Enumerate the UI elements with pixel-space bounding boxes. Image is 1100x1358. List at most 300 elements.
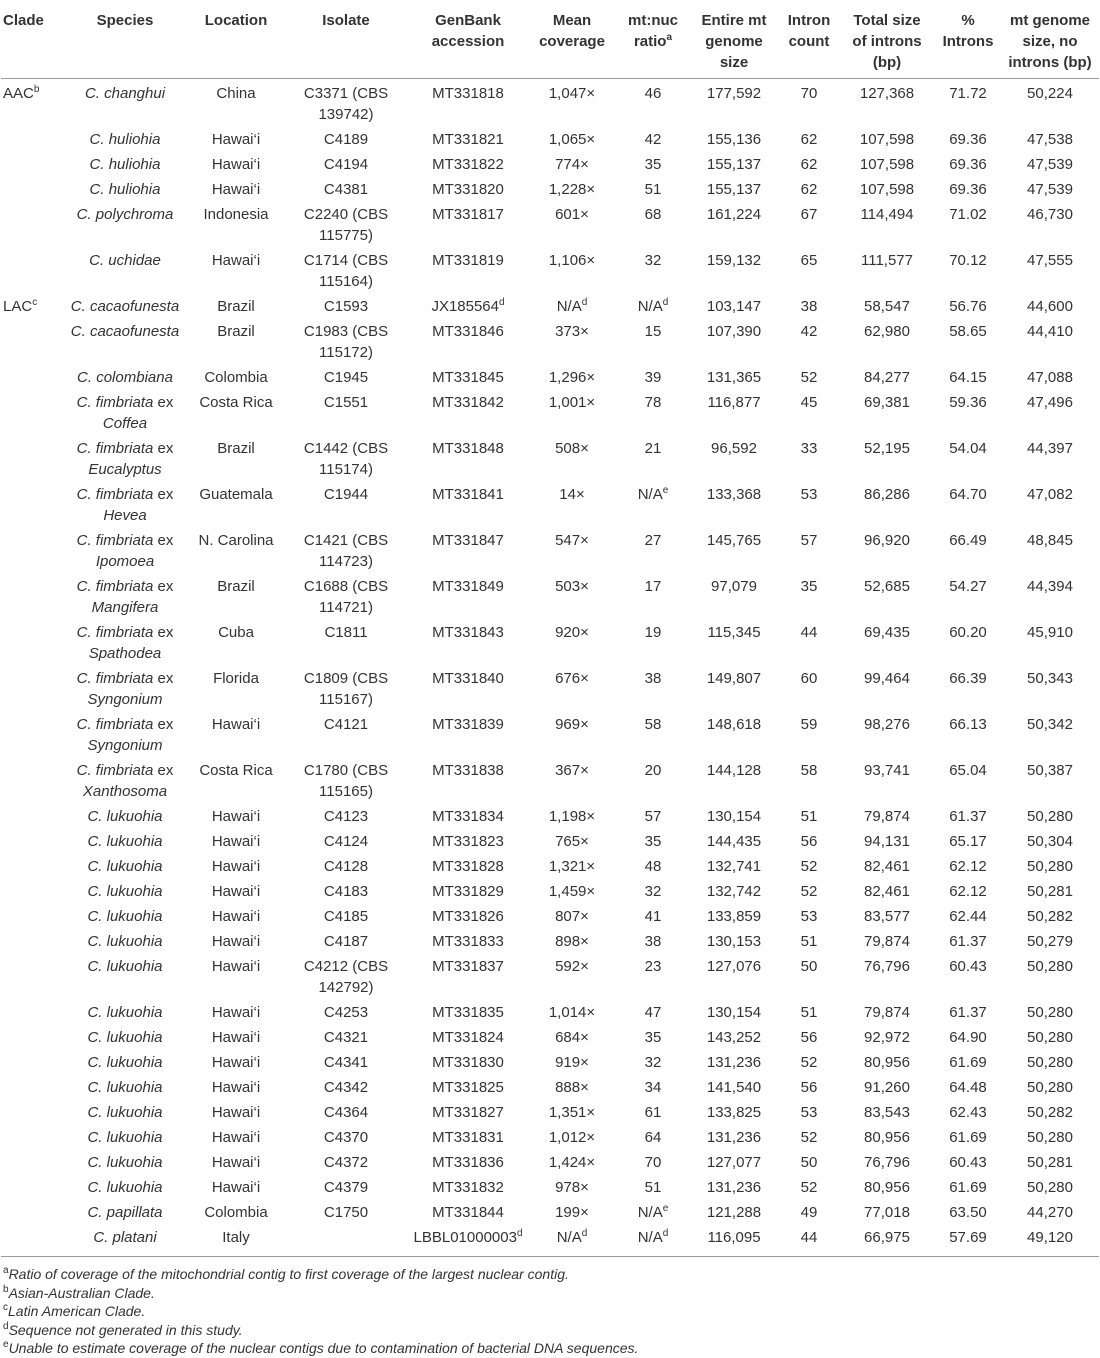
location-value: China <box>216 85 256 102</box>
no-introns-value: 47,082 <box>1027 486 1073 503</box>
isolate-value: C1811 <box>324 624 368 641</box>
genbank-value: MT331821 <box>432 131 504 148</box>
species-cell <box>61 79 189 126</box>
mt-size-value: 161,224 <box>706 206 762 223</box>
table-row <box>1 1098 1099 1123</box>
ratio-cell <box>617 827 689 852</box>
no-introns-value: 50,281 <box>1027 883 1073 900</box>
location-cell <box>189 877 283 902</box>
intron-count-cell <box>779 1148 839 1173</box>
mt-size-value: 96,592 <box>711 440 757 457</box>
genbank-cell <box>409 877 527 902</box>
clade-cell <box>1 1223 61 1257</box>
ratio-value: 47 <box>644 1004 662 1021</box>
location-value: Hawai‘i <box>211 858 261 875</box>
genbank-cell <box>409 756 527 802</box>
genbank-cell <box>409 175 527 200</box>
no-introns-value: 44,270 <box>1027 1204 1073 1221</box>
mt-size-value: 116,095 <box>707 1229 761 1246</box>
percent-cell <box>935 572 1001 618</box>
no-introns-cell <box>1001 150 1099 175</box>
total-size-cell <box>839 1148 935 1173</box>
percent-cell <box>935 1073 1001 1098</box>
isolate-cell <box>283 710 409 756</box>
species-name: C. lukuohia <box>87 1004 163 1021</box>
intron-count-cell <box>779 1073 839 1098</box>
footnote <box>3 1302 1100 1321</box>
ex-label: ex <box>157 670 174 687</box>
percent-cell <box>935 150 1001 175</box>
total-size-value: 92,972 <box>864 1029 910 1046</box>
percent-value: 56.76 <box>949 298 987 315</box>
coverage-cell <box>527 952 617 998</box>
total-size-value: 98,276 <box>864 716 910 733</box>
percent-cell <box>935 1173 1001 1198</box>
mt-size-cell <box>689 1148 779 1173</box>
coverage-cell <box>527 1123 617 1148</box>
no-introns-cell <box>1001 317 1099 363</box>
clade-cell <box>1 1123 61 1148</box>
table-row <box>1 952 1099 998</box>
no-introns-cell <box>1001 756 1099 802</box>
genbank-value: MT331823 <box>432 833 504 850</box>
location-cell <box>189 150 283 175</box>
coverage-cell <box>527 710 617 756</box>
table-header <box>1 0 1099 79</box>
total-size-cell <box>839 526 935 572</box>
isolate-cell <box>283 827 409 852</box>
genbank-cell <box>409 1048 527 1073</box>
coverage-value: 1,198× <box>548 808 596 825</box>
ratio-value: 64 <box>644 1129 662 1146</box>
isolate-value: C1714 (CBS 115164) <box>303 252 389 290</box>
total-size-cell <box>839 125 935 150</box>
total-size-value: 66,975 <box>864 1229 910 1246</box>
header-clade: Clade <box>1 0 61 79</box>
ratio-cell <box>617 79 689 126</box>
genbank-value: MT331829 <box>432 883 504 900</box>
percent-value: 62.12 <box>949 883 987 900</box>
ratio-cell <box>617 756 689 802</box>
isolate-value: C4212 (CBS 142792) <box>303 958 389 996</box>
isolate-cell <box>283 1073 409 1098</box>
footnote-mark: d <box>516 1228 523 1239</box>
table-row <box>1 1148 1099 1173</box>
species-cell <box>61 877 189 902</box>
location-value: Brazil <box>217 298 255 315</box>
isolate-cell <box>283 1148 409 1173</box>
ratio-cell <box>617 1098 689 1123</box>
host-name: Syngonium <box>87 737 163 754</box>
isolate-value: C4381 <box>323 181 369 198</box>
location-value: Hawai‘i <box>211 958 261 975</box>
ratio-value: 32 <box>644 1054 662 1071</box>
no-introns-cell <box>1001 902 1099 927</box>
ratio-value: 17 <box>644 578 662 595</box>
mt-size-value: 133,825 <box>706 1104 762 1121</box>
no-introns-cell <box>1001 200 1099 246</box>
coverage-cell <box>527 1023 617 1048</box>
coverage-cell <box>527 150 617 175</box>
species-cell <box>61 434 189 480</box>
clade-cell <box>1 200 61 246</box>
intron-count-value: 53 <box>800 1104 818 1121</box>
mt-size-cell <box>689 827 779 852</box>
intron-count-cell <box>779 1098 839 1123</box>
percent-cell <box>935 1198 1001 1223</box>
genbank-cell <box>409 480 527 526</box>
ratio-cell <box>617 1123 689 1148</box>
ratio-value: 34 <box>644 1079 662 1096</box>
intron-count-cell <box>779 664 839 710</box>
mt-size-cell <box>689 79 779 126</box>
species-cell <box>61 618 189 664</box>
intron-count-value: 62 <box>800 181 818 198</box>
genbank-value: MT331844 <box>432 1204 504 1221</box>
ratio-value: 15 <box>644 323 662 340</box>
mt-size-value: 107,390 <box>706 323 762 340</box>
coverage-value: 676× <box>555 670 589 687</box>
intron-count-value: 56 <box>800 1029 818 1046</box>
mt-size-cell <box>689 572 779 618</box>
table-row <box>1 877 1099 902</box>
species-cell <box>61 1173 189 1198</box>
location-cell <box>189 526 283 572</box>
no-introns-value: 50,280 <box>1027 1129 1073 1146</box>
isolate-value: C1688 (CBS 114721) <box>303 578 389 616</box>
genbank-cell <box>409 664 527 710</box>
genbank-cell <box>409 852 527 877</box>
percent-cell <box>935 292 1001 317</box>
location-cell <box>189 852 283 877</box>
isolate-value: C1750 <box>323 1204 369 1221</box>
no-introns-value: 47,538 <box>1027 131 1073 148</box>
percent-cell <box>935 1048 1001 1073</box>
coverage-value: 1,459× <box>548 883 596 900</box>
intron-count-cell <box>779 952 839 998</box>
location-value: N. Carolina <box>198 532 274 549</box>
ratio-value: 46 <box>644 85 662 102</box>
isolate-cell <box>283 1048 409 1073</box>
ratio-value: 42 <box>644 131 662 148</box>
species-cell <box>61 246 189 292</box>
location-value: Hawai‘i <box>211 1179 261 1196</box>
coverage-value: 14× <box>559 486 585 503</box>
footnote-mark: b <box>33 84 40 95</box>
coverage-value: 807× <box>555 908 589 925</box>
coverage-value: 1,047× <box>548 85 596 102</box>
location-value: Colombia <box>204 1204 268 1221</box>
total-size-cell <box>839 388 935 434</box>
total-size-cell <box>839 852 935 877</box>
location-value: Hawai‘i <box>211 908 261 925</box>
clade-cell <box>1 664 61 710</box>
percent-value: 64.15 <box>949 369 987 386</box>
intron-count-cell <box>779 79 839 126</box>
location-cell <box>189 827 283 852</box>
total-size-value: 79,874 <box>864 933 910 950</box>
percent-value: 71.02 <box>949 206 987 223</box>
no-introns-cell <box>1001 175 1099 200</box>
isolate-cell <box>283 852 409 877</box>
ratio-value: 20 <box>644 762 662 779</box>
percent-cell <box>935 1223 1001 1257</box>
coverage-cell <box>527 1173 617 1198</box>
no-introns-cell <box>1001 1023 1099 1048</box>
location-value: Hawai‘i <box>211 1054 261 1071</box>
ratio-value: 38 <box>644 933 662 950</box>
genbank-cell <box>409 827 527 852</box>
mt-size-value: 97,079 <box>711 578 757 595</box>
percent-cell <box>935 998 1001 1023</box>
intron-count-value: 50 <box>800 1154 818 1171</box>
species-name: C. fimbriata <box>76 486 154 503</box>
mt-size-cell <box>689 388 779 434</box>
species-name: C. huliohia <box>89 181 161 198</box>
table-row <box>1 292 1099 317</box>
genbank-value: MT331839 <box>432 716 504 733</box>
coverage-cell <box>527 1048 617 1073</box>
mt-size-value: 131,236 <box>706 1054 762 1071</box>
coverage-value: N/A <box>556 298 582 315</box>
intron-count-value: 52 <box>800 1179 818 1196</box>
clade-cell <box>1 480 61 526</box>
isolate-value: C4372 <box>323 1154 369 1171</box>
table-row <box>1 902 1099 927</box>
intron-count-cell <box>779 827 839 852</box>
footnote-mark: b <box>3 1283 9 1295</box>
location-cell <box>189 175 283 200</box>
ratio-value: N/A <box>637 486 663 503</box>
intron-count-value: 58 <box>800 762 818 779</box>
genbank-value: MT331827 <box>432 1104 504 1121</box>
location-cell <box>189 1148 283 1173</box>
location-cell <box>189 200 283 246</box>
total-size-cell <box>839 1073 935 1098</box>
ratio-cell <box>617 363 689 388</box>
footnote-mark: d <box>581 1228 588 1239</box>
clade-label: AAC <box>3 85 34 102</box>
clade-cell <box>1 852 61 877</box>
mt-size-value: 155,137 <box>706 156 762 173</box>
footnote-mark: e <box>3 1339 9 1350</box>
species-cell <box>61 175 189 200</box>
no-introns-value: 47,539 <box>1027 156 1073 173</box>
location-cell <box>189 1198 283 1223</box>
total-size-cell <box>839 952 935 998</box>
no-introns-value: 50,280 <box>1027 1004 1073 1021</box>
clade-cell <box>1 526 61 572</box>
no-introns-value: 50,280 <box>1027 808 1073 825</box>
mt-size-value: 131,236 <box>706 1129 762 1146</box>
isolate-value: C4124 <box>323 833 369 850</box>
no-introns-cell <box>1001 710 1099 756</box>
location-cell <box>189 125 283 150</box>
no-introns-cell <box>1001 952 1099 998</box>
no-introns-cell <box>1001 827 1099 852</box>
genbank-value: MT331834 <box>432 808 504 825</box>
total-size-cell <box>839 902 935 927</box>
isolate-cell <box>283 1123 409 1148</box>
mt-size-value: 133,859 <box>706 908 762 925</box>
species-name: C. lukuohia <box>87 1129 163 1146</box>
isolate-value: C1983 (CBS 115172) <box>303 323 389 361</box>
intron-count-value: 52 <box>800 858 818 875</box>
percent-cell <box>935 1123 1001 1148</box>
coverage-value: 1,014× <box>548 1004 596 1021</box>
coverage-value: 1,065× <box>548 131 596 148</box>
genbank-cell <box>409 1098 527 1123</box>
ex-label: ex <box>157 716 174 733</box>
location-value: Hawai‘i <box>211 1004 261 1021</box>
percent-value: 61.69 <box>949 1179 987 1196</box>
ratio-cell <box>617 1223 689 1257</box>
total-size-value: 80,956 <box>864 1054 910 1071</box>
location-value: Hawai‘i <box>211 252 261 269</box>
isolate-value: C1421 (CBS 114723) <box>303 532 389 570</box>
table-row <box>1 246 1099 292</box>
host-name: Xanthosoma <box>82 783 168 800</box>
table-row <box>1 927 1099 952</box>
genbank-value: MT331837 <box>432 958 504 975</box>
ratio-cell <box>617 1173 689 1198</box>
intron-count-cell <box>779 927 839 952</box>
host-name: Mangifera <box>91 599 159 616</box>
no-introns-cell <box>1001 526 1099 572</box>
total-size-value: 93,741 <box>864 762 910 779</box>
isolate-value: C1780 (CBS 115165) <box>303 762 389 800</box>
species-cell <box>61 927 189 952</box>
genbank-value: MT331830 <box>432 1054 504 1071</box>
total-size-value: 82,461 <box>864 858 910 875</box>
no-introns-cell <box>1001 1048 1099 1073</box>
species-cell <box>61 1048 189 1073</box>
mt-size-cell <box>689 526 779 572</box>
ratio-cell <box>617 1073 689 1098</box>
header-genbank: GenBank accession <box>409 0 527 79</box>
isolate-cell <box>283 998 409 1023</box>
ratio-cell <box>617 802 689 827</box>
percent-value: 66.39 <box>949 670 987 687</box>
genbank-cell <box>409 572 527 618</box>
mt-size-cell <box>689 434 779 480</box>
intron-count-cell <box>779 480 839 526</box>
mt-size-cell <box>689 363 779 388</box>
clade-cell <box>1 802 61 827</box>
genbank-value: MT331847 <box>432 532 504 549</box>
intron-count-cell <box>779 618 839 664</box>
isolate-cell <box>283 175 409 200</box>
isolate-value: C4253 <box>323 1004 369 1021</box>
ratio-value: 78 <box>644 394 662 411</box>
no-introns-cell <box>1001 1148 1099 1173</box>
genbank-cell <box>409 526 527 572</box>
isolate-value: C4194 <box>323 156 369 173</box>
species-name: C. papillata <box>87 1204 163 1221</box>
location-cell <box>189 1023 283 1048</box>
header-species: Species <box>61 0 189 79</box>
footnote-mark: d <box>499 297 505 308</box>
coverage-value: 684× <box>555 1029 589 1046</box>
ratio-value: 19 <box>644 624 662 641</box>
no-introns-cell <box>1001 79 1099 126</box>
isolate-cell <box>283 150 409 175</box>
genbank-value: MT331845 <box>432 369 504 386</box>
intron-count-value: 59 <box>800 716 818 733</box>
intron-count-cell <box>779 710 839 756</box>
percent-value: 66.13 <box>949 716 987 733</box>
percent-cell <box>935 317 1001 363</box>
genbank-cell <box>409 1198 527 1223</box>
percent-cell <box>935 710 1001 756</box>
no-introns-value: 50,279 <box>1027 933 1073 950</box>
location-cell <box>189 902 283 927</box>
no-introns-value: 50,342 <box>1027 716 1073 733</box>
percent-cell <box>935 664 1001 710</box>
clade-cell <box>1 79 61 126</box>
ratio-cell <box>617 664 689 710</box>
location-cell <box>189 480 283 526</box>
species-name: C. lukuohia <box>87 1104 163 1121</box>
table-row <box>1 150 1099 175</box>
percent-value: 64.90 <box>949 1029 987 1046</box>
percent-value: 60.43 <box>949 958 987 975</box>
location-value: Hawai‘i <box>211 1129 261 1146</box>
isolate-cell <box>283 434 409 480</box>
percent-value: 70.12 <box>949 252 987 269</box>
table-row <box>1 618 1099 664</box>
percent-value: 58.65 <box>949 323 987 340</box>
isolate-value: C4342 <box>323 1079 369 1096</box>
coverage-cell <box>527 317 617 363</box>
total-size-value: 99,464 <box>864 670 910 687</box>
mt-size-value: 130,154 <box>706 1004 762 1021</box>
location-cell <box>189 618 283 664</box>
percent-value: 62.43 <box>949 1104 987 1121</box>
clade-cell <box>1 827 61 852</box>
total-size-cell <box>839 292 935 317</box>
isolate-cell <box>283 480 409 526</box>
mt-size-value: 144,435 <box>706 833 762 850</box>
clade-cell <box>1 756 61 802</box>
intron-count-value: 49 <box>800 1204 818 1221</box>
no-introns-cell <box>1001 1098 1099 1123</box>
intron-count-value: 51 <box>800 1004 818 1021</box>
location-cell <box>189 1173 283 1198</box>
genbank-value: MT331836 <box>432 1154 504 1171</box>
percent-value: 60.43 <box>949 1154 987 1171</box>
coverage-value: 1,321× <box>548 858 596 875</box>
species-cell <box>61 802 189 827</box>
coverage-value: 1,228× <box>548 181 596 198</box>
total-size-value: 111,577 <box>861 252 913 269</box>
ex-label: ex <box>157 578 174 595</box>
host-name: Hevea <box>103 507 147 524</box>
total-size-cell <box>839 1098 935 1123</box>
header-percent-introns: % Introns <box>935 0 1001 79</box>
mt-size-cell <box>689 1023 779 1048</box>
footnote <box>3 1265 1100 1284</box>
isolate-value: C4121 <box>323 716 369 733</box>
total-size-value: 107,598 <box>859 131 915 148</box>
ratio-cell <box>617 1048 689 1073</box>
total-size-cell <box>839 877 935 902</box>
location-cell <box>189 802 283 827</box>
percent-value: 54.27 <box>949 578 987 595</box>
coverage-value: 1,106× <box>548 252 596 269</box>
no-introns-cell <box>1001 927 1099 952</box>
total-size-cell <box>839 756 935 802</box>
